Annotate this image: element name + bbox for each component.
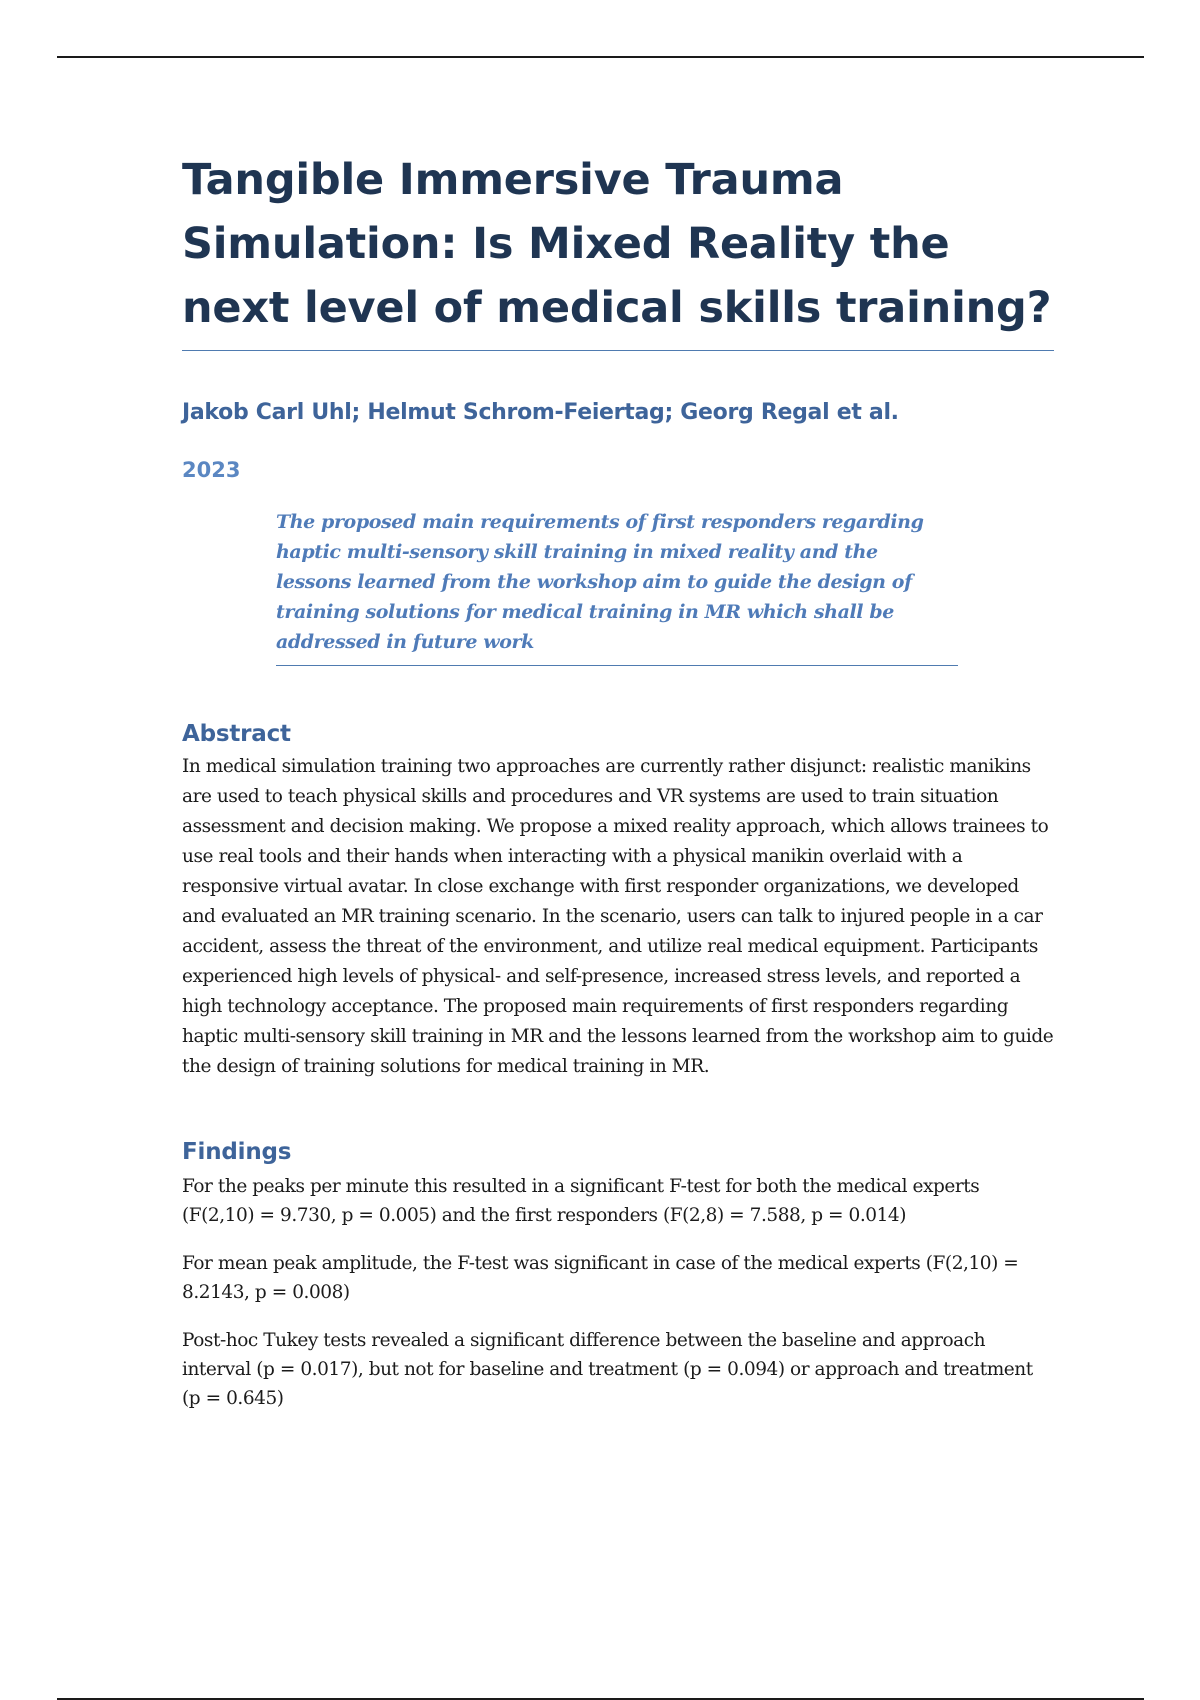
author-list: Jakob Carl Uhl; Helmut Schrom-Feiertag; Georg Regal et al. — [182, 400, 899, 425]
findings-heading: Findings — [182, 1139, 292, 1165]
document-page — [182, 148, 1054, 1432]
pull-quote: The proposed main requirements of first responders regarding haptic multi-sensory skill training in mixed reality and the lessons learned from the workshop aim to guide the design of training solutions for medical training in MR which shall be addressed in future work — [276, 507, 958, 666]
findings-list — [182, 1172, 1054, 1413]
abstract-text: In medical simulation training two approaches are currently rather disjunct: realistic manikins are used to teach physical skills and procedures and VR systems are used to train situation assessment and decision making. We propose a mixed reality approach, which allows trainees to use real tools and their hands when interacting with a physical manikin overlaid with a responsive virtual avatar. In close exchange with first responder organizations, we developed and evaluated an MR training scenario. In the scenario, users can talk to injured people in a car accident, assess the threat of the environment, and utilize real medical equipment. Participants experienced high levels of physical- and self-presence, increased stress levels, and reported a high technology acceptance. The proposed main requirements of first responders regarding haptic multi-sensory skill training in MR and the lessons learned from the workshop aim to guide the design of training solutions for medical training in MR. — [182, 756, 1054, 1077]
finding-item: Post-hoc Tukey tests revealed a significant difference between the baseline and approach interval (p = 0.017), but not for baseline and treatment (p = 0.094) or approach and treatment (p = 0.645) — [182, 1330, 1033, 1409]
finding-item: For mean peak amplitude, the F-test was significant in case of the medical experts (F(2,10) = 8.2143, p = 0.008) — [182, 1253, 1019, 1303]
top-rule — [57, 56, 1144, 58]
finding-item: For the peaks per minute this resulted in a significant F-test for both the medical experts (F(2,10) = 9.730, p = 0.005) and the first responders (F(2,8) = 7.588, p = 0.014) — [182, 1176, 980, 1226]
document-title: Tangible Immersive Trauma Simulation: Is Mixed Reality the next level of medical skills training? — [182, 148, 1054, 351]
publication-year: 2023 — [182, 458, 241, 482]
abstract-heading: Abstract — [182, 721, 291, 747]
